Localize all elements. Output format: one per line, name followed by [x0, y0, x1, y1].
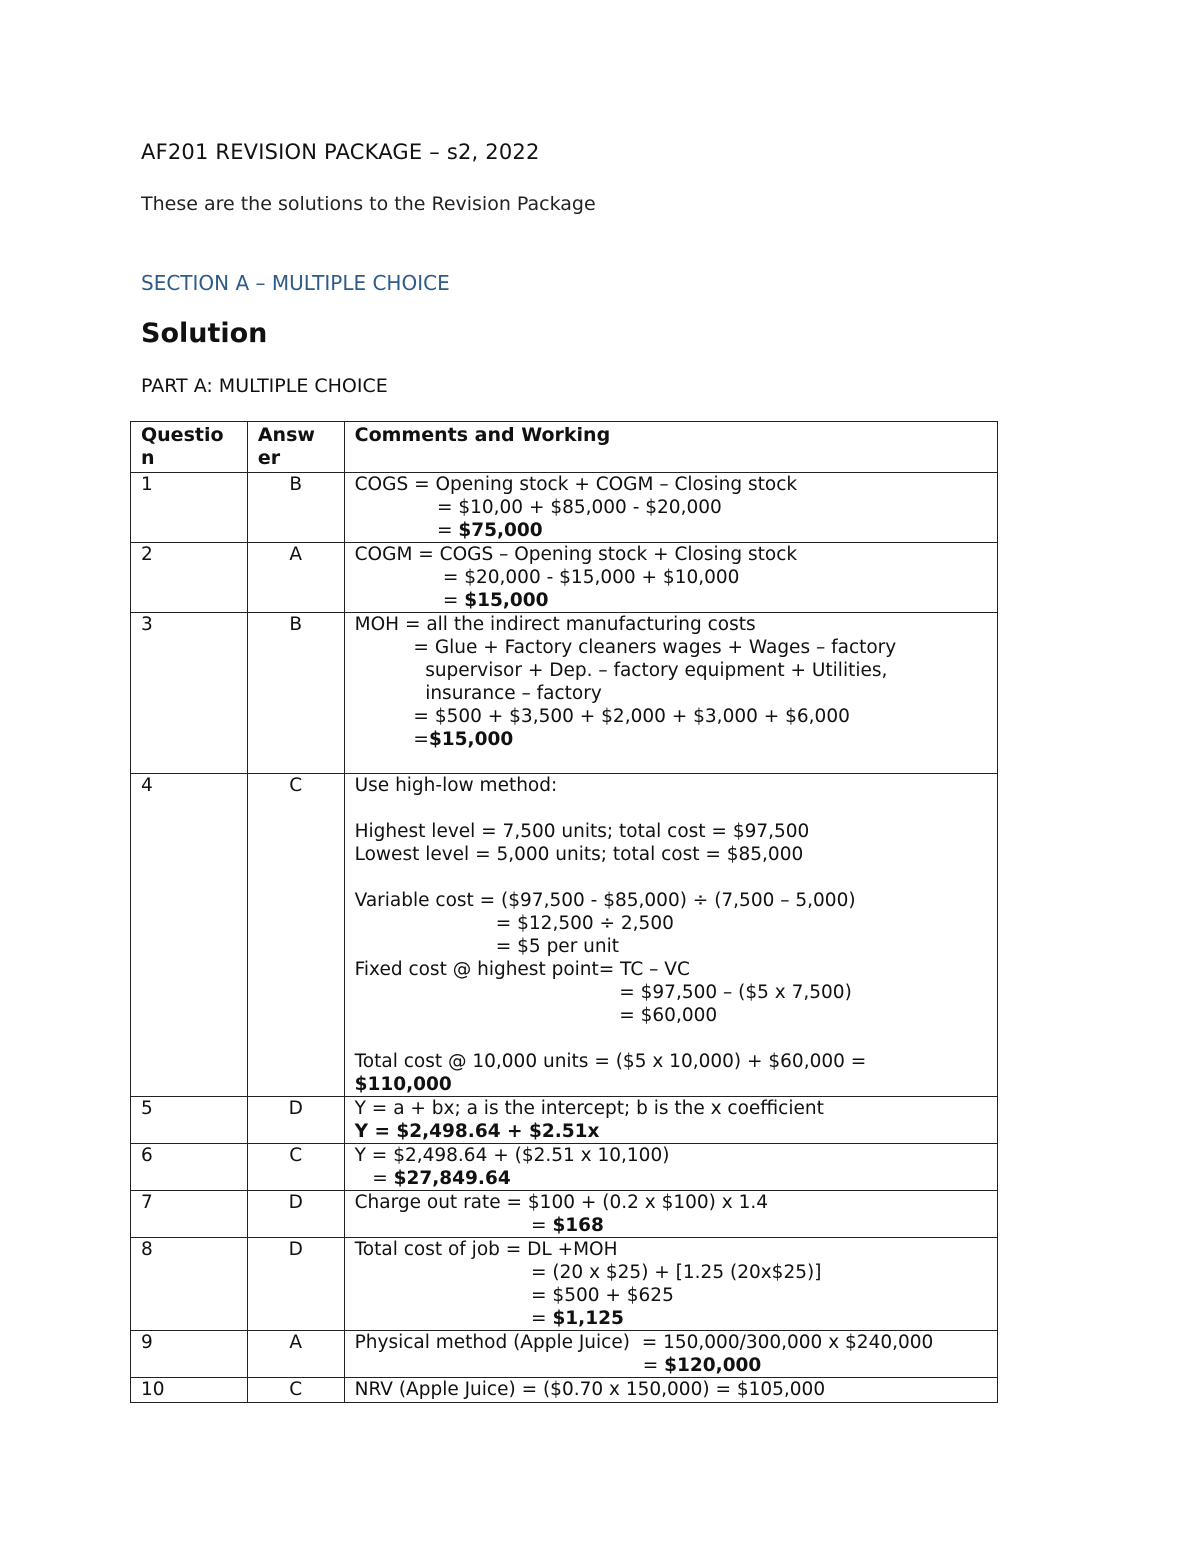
working-cell	[344, 613, 997, 774]
working-line: Use high-low method:	[354, 775, 558, 796]
working-line: COGM = COGS – Opening stock + Closing stock	[354, 544, 798, 565]
working-cell	[344, 1238, 997, 1331]
working-line: COGS = Opening stock + COGM – Closing stock	[354, 474, 798, 495]
working-cell	[344, 1378, 997, 1403]
working-line: = $120,000	[354, 1355, 762, 1376]
working-line: = $20,000 - $15,000 + $10,000	[354, 567, 740, 588]
working-line: Total cost of job = DL +MOH	[354, 1239, 618, 1260]
question-number: 3	[131, 613, 248, 774]
answer-letter: D	[247, 1191, 344, 1238]
working-line: $110,000	[354, 1074, 452, 1095]
working-line: = $75,000	[354, 520, 543, 541]
table-row	[131, 543, 998, 613]
table-row	[131, 1378, 998, 1403]
working-cell	[344, 774, 997, 1097]
question-number: 1	[131, 473, 248, 543]
question-number: 7	[131, 1191, 248, 1238]
working-line: Variable cost = ($97,500 - $85,000) ÷ (7,500 – 5,000)	[354, 890, 856, 911]
working-line: = $1,125	[354, 1308, 624, 1329]
question-number: 2	[131, 543, 248, 613]
working-line: supervisor + Dep. – factory equipment + Utilities,	[354, 660, 888, 681]
working-line: = $12,500 ÷ 2,500	[354, 913, 674, 934]
table-header-row	[131, 422, 998, 473]
working-line: Lowest level = 5,000 units; total cost = $85,000	[354, 844, 804, 865]
working-line: = $15,000	[354, 590, 549, 611]
working-line: = $10,00 + $85,000 - $20,000	[354, 497, 722, 518]
working-line: Total cost @ 10,000 units = ($5 x 10,000) + $60,000 =	[354, 1051, 867, 1072]
question-number: 6	[131, 1144, 248, 1191]
working-line: = $500 + $3,500 + $2,000 + $3,000 + $6,000	[354, 706, 850, 727]
working-cell	[344, 1331, 997, 1378]
answer-letter: C	[247, 774, 344, 1097]
answer-letter: A	[247, 543, 344, 613]
table-row	[131, 1097, 998, 1144]
question-number: 10	[131, 1378, 248, 1403]
working-line: Highest level = 7,500 units; total cost = $97,500	[354, 821, 810, 842]
working-cell	[344, 1097, 997, 1144]
working-line: = $60,000	[354, 1005, 718, 1026]
working-line: = $27,849.64	[354, 1168, 511, 1189]
working-line: Charge out rate = $100 + (0.2 x $100) x 1.4	[354, 1192, 769, 1213]
working-line: Y = $2,498.64 + ($2.51 x 10,100)	[354, 1145, 670, 1166]
answer-letter: D	[247, 1097, 344, 1144]
working-line: insurance – factory	[354, 683, 602, 704]
table-row	[131, 1238, 998, 1331]
working-cell	[344, 1144, 997, 1191]
working-line: = (20 x $25) + [1.25 (20x$25)]	[354, 1262, 822, 1283]
part-heading: PART A: MULTIPLE CHOICE	[141, 375, 388, 397]
answer-letter: C	[247, 1378, 344, 1403]
working-line: NRV (Apple Juice) = ($0.70 x 150,000) = $105,000	[354, 1379, 826, 1400]
table-row	[131, 1144, 998, 1191]
header-question: Questio n	[131, 422, 248, 473]
answer-letter: D	[247, 1238, 344, 1331]
section-heading: SECTION A – MULTIPLE CHOICE	[141, 271, 450, 295]
answer-letter: A	[247, 1331, 344, 1378]
working-cell	[344, 473, 997, 543]
table-row	[131, 473, 998, 543]
working-line: = $500 + $625	[354, 1285, 674, 1306]
working-line: MOH = all the indirect manufacturing costs	[354, 614, 756, 635]
header-answer: Answ er	[247, 422, 344, 473]
working-line	[355, 1027, 987, 1050]
question-number: 5	[131, 1097, 248, 1144]
working-line: Physical method (Apple Juice) = 150,000/300,000 x $240,000	[354, 1332, 934, 1353]
question-number: 9	[131, 1331, 248, 1378]
document-title: AF201 REVISION PACKAGE – s2, 2022	[141, 140, 540, 164]
working-line: = $168	[354, 1215, 604, 1236]
document-subtitle: These are the solutions to the Revision Package	[141, 193, 596, 215]
answer-letter: C	[247, 1144, 344, 1191]
working-line: = $97,500 – ($5 x 7,500)	[354, 982, 852, 1003]
solutions-table	[130, 421, 998, 1403]
working-line: = $5 per unit	[354, 936, 620, 957]
working-line	[355, 797, 987, 820]
working-line: =$15,000	[354, 729, 514, 750]
table-row	[131, 774, 998, 1097]
working-line: Fixed cost @ highest point= TC – VC	[354, 959, 690, 980]
question-number: 4	[131, 774, 248, 1097]
table-row	[131, 1191, 998, 1238]
working-line: = Glue + Factory cleaners wages + Wages – factory	[354, 637, 897, 658]
working-cell	[344, 1191, 997, 1238]
working-cell	[344, 543, 997, 613]
solution-heading: Solution	[141, 318, 268, 349]
working-line	[355, 866, 987, 889]
working-line: Y = $2,498.64 + $2.51x	[354, 1121, 600, 1142]
working-line: Y = a + bx; a is the intercept; b is the x coefficient	[354, 1098, 824, 1119]
header-comments: Comments and Working	[344, 422, 997, 473]
question-number: 8	[131, 1238, 248, 1331]
table-row	[131, 1331, 998, 1378]
table-row	[131, 613, 998, 774]
answer-letter: B	[247, 613, 344, 774]
answer-letter: B	[247, 473, 344, 543]
